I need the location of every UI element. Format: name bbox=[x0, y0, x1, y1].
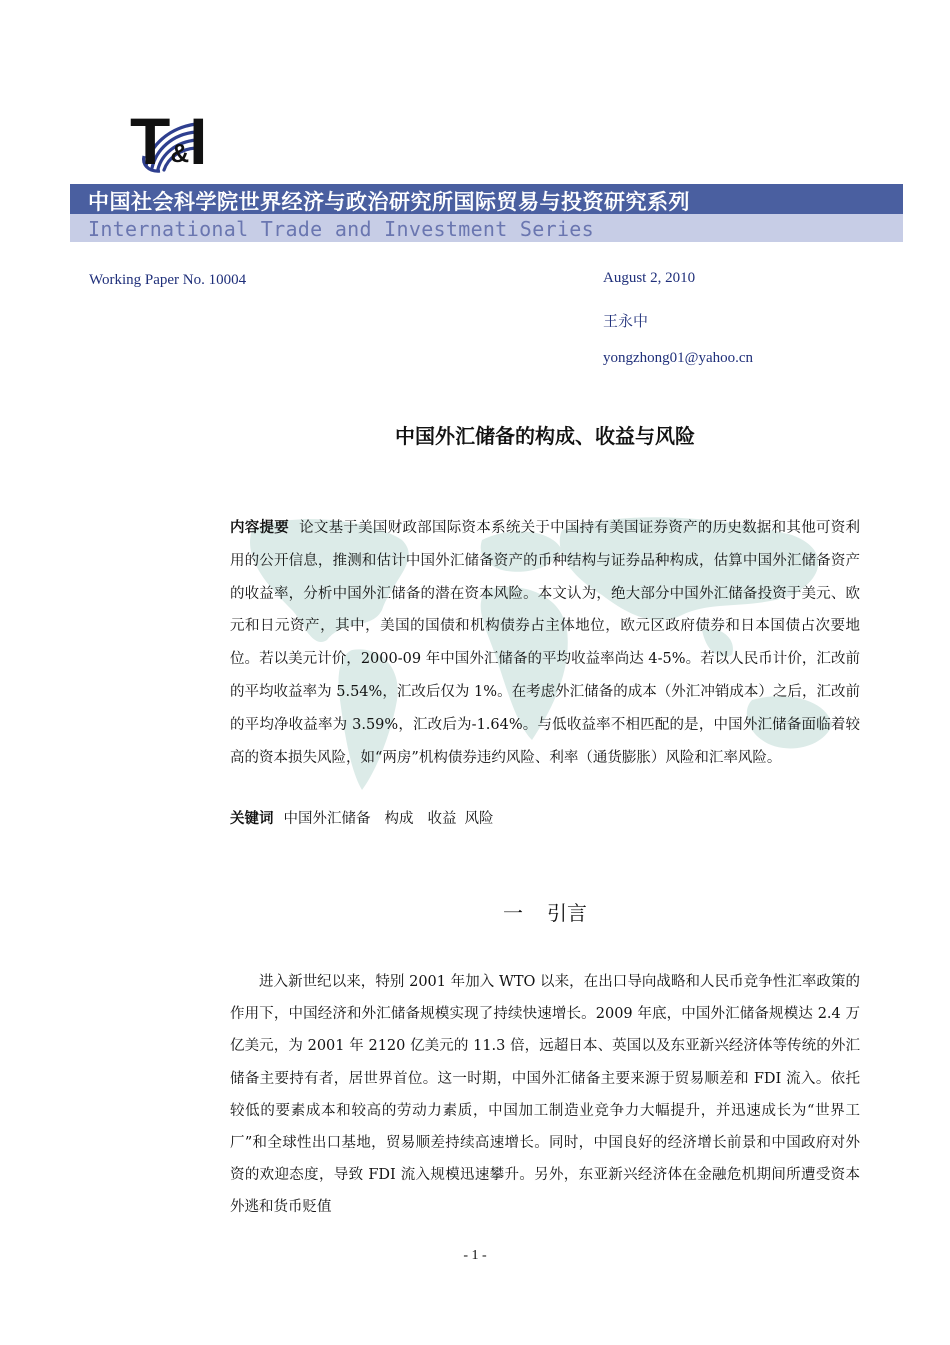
page-number: - 1 - bbox=[463, 1248, 487, 1263]
logo-ampersand: & bbox=[170, 138, 188, 168]
logo-letter-t: T bbox=[130, 104, 169, 178]
section-number: 一 bbox=[503, 901, 523, 925]
abstract-block bbox=[230, 512, 860, 774]
keyword-item: 风险 bbox=[464, 811, 494, 827]
banner-chinese-title: 中国社会科学院世界经济与政治研究所国际贸易与投资研究系列 bbox=[88, 190, 690, 214]
logo-wordmark bbox=[130, 104, 206, 178]
series-banner bbox=[70, 184, 903, 242]
body-paragraph: 进入新世纪以来，特别 2001 年加入 WTO 以来，在出口导向战略和人民币竞争性汇率政策的作用下，中国经济和外汇储备规模实现了持续快速增长。2009 年底，中国外汇储备规模达 2.4 万亿美元，为 2001 年 2120 亿美元的 11.3 倍，远超日本、英国以及东亚新兴经济体等传统的外汇储备主要持有者，居世界首位。这一时期，中国外汇储备主要来源于贸易顺差和 FDI 流入。依托较低的要素成本和较高的劳动力素质，中国加工制造业竞争力大幅提升，并迅速成长为“世界工厂”和全球性出口基地，贸易顺差持续高速增长。同时，中国良好的经济增长前景和中国政府对外资的欢迎态度，导致 FDI 流入规模迅速攀升。另外，东亚新兴经济体在金融危机期间所遭受资本外逃和货币贬值 bbox=[230, 974, 860, 1216]
banner-bottom-band bbox=[70, 214, 903, 242]
banner-top-band bbox=[70, 184, 903, 214]
working-paper-number: Working Paper No. 10004 bbox=[89, 272, 247, 288]
logo-letter-i: I bbox=[189, 104, 206, 178]
keywords-label: 关键词 bbox=[230, 811, 274, 827]
keyword-item: 构成 bbox=[384, 811, 414, 827]
keywords-block bbox=[230, 804, 860, 834]
abstract-text: 论文基于美国财政部国际资本系统关于中国持有美国证券资产的历史数据和其他可资利用的公开信息，推测和估计中国外汇储备资产的币种结构与证券品种构成，估算中国外汇储备资产的收益率，分析中国外汇储备的潜在资本风险。本文认为，绝大部分中国外汇储备投资于美元、欧元和日元资产，其中，美国的国债和机构债券占主体地位，欧元区政府债券和日本国债占次要地位。若以美元计价，2000-09 年中国外汇储备的平均收益率尚达 4-5%。若以人民币计价，汇改前的平均收益率为 5.54%，汇改后仅为 1%。在考虑外汇储备的成本（外汇冲销成本）之后，汇改前的平均净收益率为 3.59%，汇改后为-1.64%。与低收益率不相匹配的是，中国外汇储备面临着较高的资本损失风险，如“两房”机构债券违约风险、利率（通货膨胀）风险和汇率风险。 bbox=[230, 520, 861, 766]
paper-title: 中国外汇储备的构成、收益与风险 bbox=[395, 424, 695, 448]
banner-english-title: International Trade and Investment Series bbox=[88, 217, 594, 241]
author-email: yongzhong01@yahoo.cn bbox=[603, 350, 754, 366]
keyword-item: 收益 bbox=[427, 811, 457, 827]
section-title: 引言 bbox=[547, 901, 587, 925]
keyword-item: 中国外汇储备 bbox=[283, 811, 371, 827]
abstract-label: 内容提要 bbox=[230, 520, 290, 536]
section-heading bbox=[230, 897, 860, 926]
author-name: 王永中 bbox=[603, 314, 649, 330]
publication-date: August 2, 2010 bbox=[603, 270, 696, 286]
